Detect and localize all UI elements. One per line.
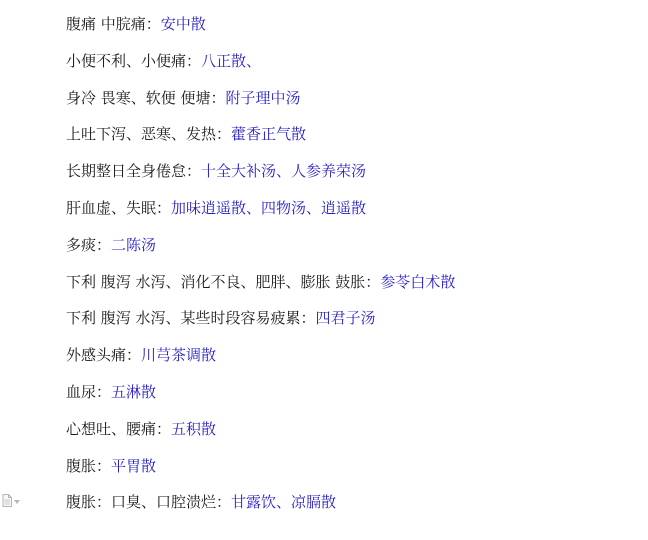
symptom-text: 心想吐、腰痛： (66, 419, 172, 438)
list-item (66, 233, 636, 270)
remedy-text: 四君子汤 (315, 309, 376, 328)
remedy-text: 二陈汤 (111, 235, 157, 254)
list-item (66, 196, 636, 233)
list-item (66, 159, 636, 196)
list-item (66, 270, 636, 307)
symptom-text: 腹胀：口臭、口腔溃烂： (66, 493, 232, 512)
list-item (66, 490, 636, 527)
symptom-text: 腹痛 中脘痛： (66, 15, 161, 33)
list-item (66, 343, 636, 380)
symptom-text: 上吐下泻、恶寒、发热： (66, 125, 232, 144)
document-icon (2, 494, 12, 507)
symptom-text: 多痰： (66, 235, 112, 254)
remedy-text: 五积散 (171, 419, 217, 438)
list-item (66, 454, 636, 491)
list-item (66, 380, 636, 417)
list-item (66, 86, 636, 123)
chevron-down-icon (14, 500, 20, 504)
paragraph-options-button[interactable] (2, 494, 20, 507)
remedy-text: 川芎茶调散 (141, 346, 217, 365)
remedy-text: 参苓白术散 (380, 272, 456, 291)
symptom-text: 血尿： (66, 382, 112, 401)
symptom-text: 腹胀： (66, 456, 112, 475)
list-item (66, 122, 636, 159)
list-item (66, 49, 636, 86)
remedy-text: 平胃散 (111, 456, 157, 475)
remedy-text: 藿香正气散 (231, 125, 307, 144)
symptom-text: 肝血虚、失眠： (66, 198, 172, 217)
remedy-text: 十全大补汤、人参养荣汤 (201, 162, 367, 181)
symptom-text: 小便不利、小便痛： (66, 51, 202, 70)
list-item (66, 12, 636, 49)
remedy-text: 附子理中汤 (225, 88, 301, 107)
symptom-text: 长期整日全身倦怠： (66, 162, 202, 181)
symptom-text: 身冷 畏寒、软便 便塘： (66, 88, 226, 107)
symptom-text: 下利 腹泻 水泻、某些时段容易疲累： (66, 309, 316, 328)
remedy-text: 安中散 (160, 15, 206, 33)
remedy-text: 八正散、 (201, 51, 262, 70)
remedy-text: 五淋散 (111, 382, 157, 401)
list-item (66, 306, 636, 343)
list-item (66, 417, 636, 454)
symptom-text: 下利 腹泻 水泻、消化不良、肥胖、膨胀 鼓胀： (66, 272, 381, 291)
symptom-text: 外感头痛： (66, 346, 142, 365)
remedy-text: 加味逍遥散、四物汤、逍遥散 (171, 198, 367, 217)
document-body (66, 12, 636, 527)
remedy-text: 甘露饮、凉膈散 (231, 493, 337, 512)
